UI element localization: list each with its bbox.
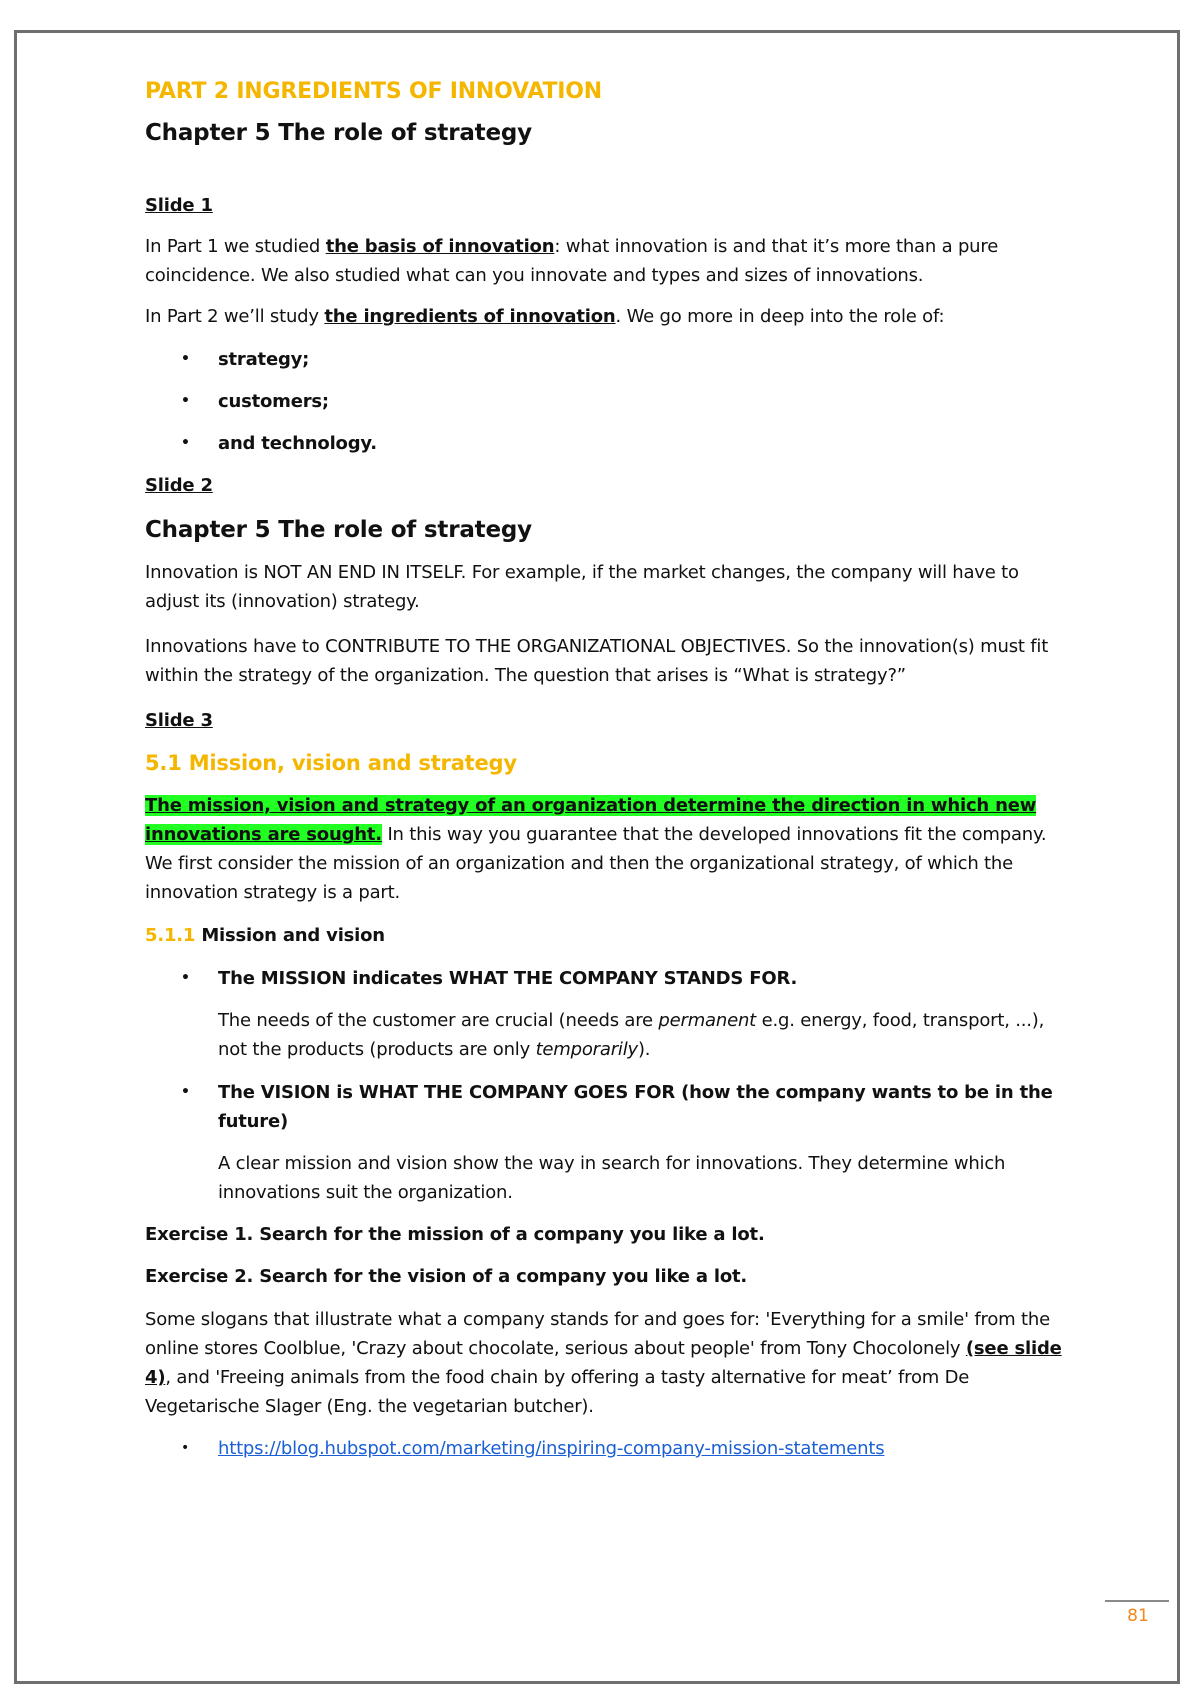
- list-item-text: strategy;: [218, 349, 310, 370]
- exercise-1: Exercise 1. Search for the mission of a company you like a lot.: [145, 1224, 765, 1245]
- mission-explanation: [145, 1006, 1075, 1064]
- list-item: [145, 964, 1075, 993]
- bullet-icon: •: [181, 435, 190, 451]
- subsection-title: Mission and vision: [195, 925, 385, 946]
- text: . We go more in deep into the role of:: [615, 306, 945, 327]
- document-body: [145, 72, 1075, 1463]
- part-title: PART 2 INGREDIENTS OF INNOVATION: [145, 79, 603, 104]
- bullet-icon: •: [181, 1084, 190, 1100]
- section-title: 5.1 Mission, vision and strategy: [145, 751, 517, 775]
- vision-explanation: A clear mission and vision show the way in search for innovations. They determine which innovations suit the organization.: [218, 1153, 1006, 1203]
- vision-list: [145, 1078, 1075, 1136]
- link-list: [145, 1434, 1075, 1463]
- list-item-text: customers;: [218, 391, 329, 412]
- list-item-text: and technology.: [218, 433, 377, 454]
- subsection-number: 5.1.1: [145, 925, 196, 946]
- footer-rule: [1105, 1600, 1169, 1602]
- slide-1-label: Slide 1: [145, 195, 213, 216]
- slide-3-label: Slide 3: [145, 710, 213, 731]
- text: e.g. energy, food, transport, ...), not the products (products are only: [218, 1010, 1045, 1060]
- slide-1-paragraph-1: [145, 232, 1075, 290]
- bullet-icon: •: [181, 351, 190, 367]
- text: In Part 1 we studied: [145, 236, 326, 257]
- slide-2-paragraph-2: Innovations have to CONTRIBUTE TO THE ORGANIZATIONAL OBJECTIVES. So the innovation(s) must fit within the strategy of the organization. The question that arises is “What is strategy?”: [145, 636, 1049, 686]
- text: Some slogans that illustrate what a company stands for and goes for: 'Everything for a smile' from the online stores Coolblue, 'Crazy about chocolate, serious about people' from Tony Chocolonely: [145, 1309, 1050, 1359]
- list-item: [145, 345, 1075, 374]
- text: , and 'Freeing animals from the food chain by offering a tasty alternative for meat’ from De Vegetarische Slager (Eng. the vegetarian butcher).: [145, 1367, 970, 1417]
- ingredients-list: [145, 345, 1075, 458]
- emphasis: permanent: [658, 1010, 757, 1031]
- slide-2-paragraph-1: Innovation is NOT AN END IN ITSELF. For example, if the market changes, the company will have to adjust its (innovation) strategy.: [145, 562, 1019, 612]
- highlighted-text: The mission, vision and strategy of an organization determine the direction in which new innovations are sought.: [145, 795, 1037, 845]
- bullet-icon: •: [181, 393, 190, 409]
- page-number: 81: [1127, 1606, 1149, 1626]
- bullet-icon: •: [181, 1440, 190, 1456]
- emphasis: the basis of innovation: [325, 236, 555, 257]
- subsection-heading: [145, 921, 1075, 950]
- text: ).: [637, 1039, 651, 1060]
- exercise-2: Exercise 2. Search for the vision of a company you like a lot.: [145, 1266, 748, 1287]
- slide-1-paragraph-2: [145, 302, 1075, 331]
- chapter-title: Chapter 5 The role of strategy: [145, 120, 532, 146]
- bullet-icon: •: [181, 970, 190, 986]
- mission-vision-list: [145, 964, 1075, 993]
- chapter-title-repeat: Chapter 5 The role of strategy: [145, 517, 532, 543]
- text: : what innovation is and that it’s more than a pure coincidence. We also studied what can you innovate and types and sizes of innovations.: [145, 236, 999, 286]
- slide-3-paragraph-1: [145, 791, 1075, 907]
- hubspot-link[interactable]: https://blog.hubspot.com/marketing/inspiring-company-mission-statements: [218, 1438, 885, 1459]
- text: In Part 2 we’ll study: [145, 306, 325, 327]
- text: The needs of the customer are crucial (needs are: [218, 1010, 659, 1031]
- list-item: [145, 429, 1075, 458]
- text: In this way you guarantee that the developed innovations fit the company. We first consider the mission of an organization and then the organizational strategy, of which the innovation strategy is a part.: [145, 824, 1047, 903]
- slide-2-label: Slide 2: [145, 475, 213, 496]
- list-item: [145, 387, 1075, 416]
- emphasis: the ingredients of innovation: [324, 306, 616, 327]
- slide-reference: (see slide 4): [145, 1338, 1062, 1388]
- list-item-text: The MISSION indicates WHAT THE COMPANY STANDS FOR.: [218, 968, 798, 989]
- emphasis: temporarily: [535, 1039, 638, 1060]
- list-item: [145, 1434, 1075, 1463]
- slogans-paragraph: [145, 1305, 1075, 1421]
- list-item-text: The VISION is WHAT THE COMPANY GOES FOR (how the company wants to be in the future): [218, 1082, 1053, 1132]
- list-item: [145, 1078, 1075, 1136]
